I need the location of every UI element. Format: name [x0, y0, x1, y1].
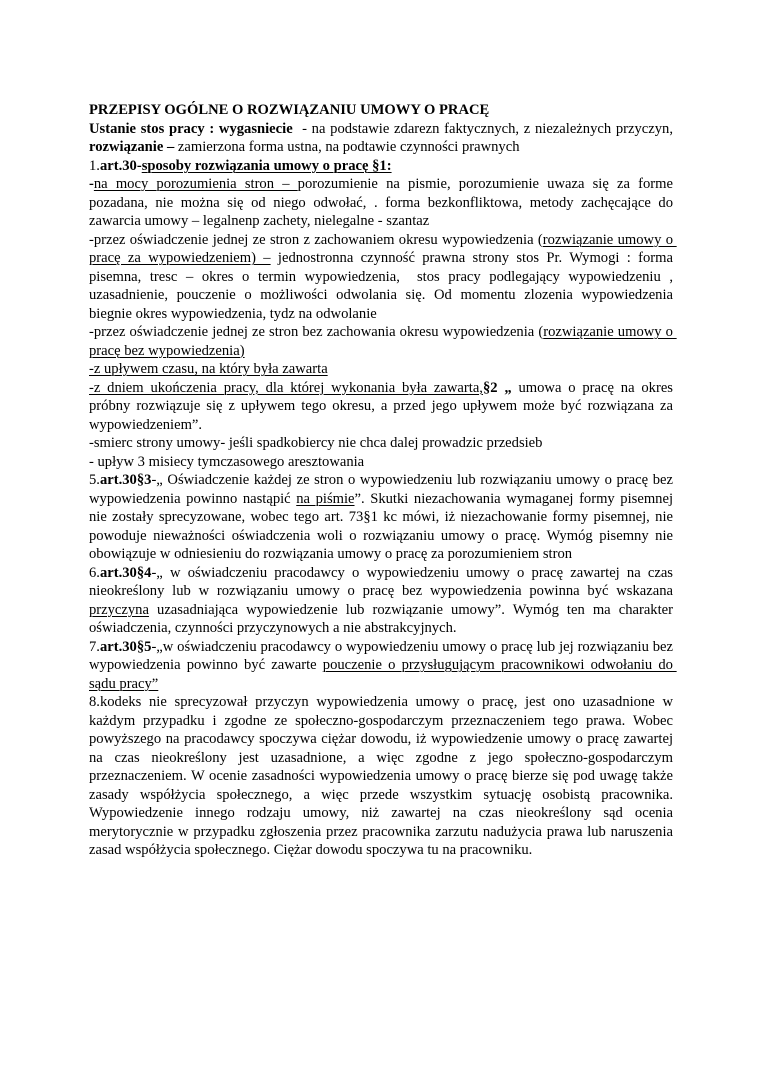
time-expiry-term: -z upływem czasu, na który była zawarta — [89, 361, 328, 377]
mutual-agreement-term: na mocy porozumienia stron – — [93, 176, 298, 192]
art30-3-text-1: -„ Oświadczenie każdej ze stron o wypowiedzeniu lub rozwiązaniu umowy o pracę bez wypowiedzenia powinno nastąpić — [89, 472, 677, 507]
document-title — [89, 101, 673, 120]
art30-3-label: art.30§3 — [99, 472, 152, 488]
mutual-agreement-paragraph — [89, 175, 677, 231]
death-paragraph: -smierc strony umowy- jeśli spadkobiercy nie chca dalej prowadzic przedsieb — [89, 435, 543, 451]
art30-5-text: -„w oświadczeniu pracodawcy o wypowiedzeniu umowy o pracę lub jej rozwiązaniu bez wypowiedzenia powinno być zawarte — [89, 638, 677, 673]
intro-text-2: zamierzona forma ustna, na podtawie czynności prawnych — [174, 139, 520, 155]
work-completion-text: umowa o pracę na okres próbny rozwiązuje się z upływem tego okresu, a przed jego upływem może być rozwiązana za wypowiedzeniem”. — [89, 379, 677, 433]
art30-3-text-2: ”. Skutki niezachowania wymaganej formy pisemnej nie zostały sprecyzowane, wobec tego art. 73§1 kc mówi, iż niezachowanie formy pisemnej, nie powoduje nieważności oświadczenia woli o rozwiązaniu umowy o pracę. Wymóg pisemny nie obowiązuje w odniesieniu do rozwiązania umowy o pracę za porozumieniem stron — [89, 490, 677, 562]
title-text: PRZEPISY OGÓLNE O ROZWIĄZANIU UMOWY O PRACĘ — [89, 102, 490, 118]
art30-3-written-form: na piśmie — [296, 490, 355, 507]
no-notice-text: -przez oświadczenie jednej ze stron bez zachowania okresu wypowiedzenia ( — [89, 324, 544, 340]
detention-paragraph: - upływ 3 misiecy tymczasowego aresztowania — [89, 453, 365, 470]
art30-4-text-2: uzasadniająca wypowiedzenie lub rozwiązanie umowy”. Wymóg ten ma charakter oświadczenia, czynności przyczynowych a nie abstrakcyjnych. — [89, 601, 677, 636]
art30-3-number: 5. — [89, 472, 100, 488]
art30-4-text-1: -„ w oświadczeniu pracodawcy o wypowiedzeniu umowy o pracę zawartej na czas nieokreślony lub w rozwiązaniu umowy o pracę bez wypowiedzenia powinna być wskazana — [89, 564, 677, 599]
no-notice-term: rozwiązanie umowy o pracę bez wypowiedzenia) — [89, 324, 677, 359]
intro-term-termination: rozwiązanie – — [89, 139, 175, 155]
art30-4-number: 6. — [89, 564, 100, 581]
art30-4-label: art.30§4 — [99, 564, 152, 581]
art30-title: sposoby rozwiązania umowy o pracę §1: — [141, 157, 392, 174]
art30-5-label: art.30§5 — [99, 638, 152, 655]
notice-termination-text-2: jednostronna czynność prawna strony stos Pr. Wymogi : forma pisemna, tresc – okres o termin wypowiedzenia, stos pracy podlegający wypowiedzeniu , uzasadnienie, pouczenie o możliwości odwolania się. Od momentu zlozenia wypowiedzenia biegnie okres wypowiedzenia, tydz na odwolanie — [89, 250, 681, 322]
art30-4-paragraph — [89, 564, 677, 638]
notice-termination-term: rozwiązanie umowy o pracę za wypowiedzeniem) – — [89, 231, 677, 266]
art30-5-paragraph — [89, 638, 677, 694]
art30-heading — [89, 157, 673, 176]
art30-label: art.30- — [99, 157, 142, 174]
notice-termination-paragraph — [89, 231, 681, 324]
art30-4-cause: przyczyna — [89, 601, 149, 618]
no-notice-termination-paragraph — [89, 323, 677, 360]
intro-term-expiry: Ustanie stos pracy : wygasniecie — [89, 120, 293, 137]
intro-paragraph — [89, 120, 677, 157]
document-body — [89, 101, 681, 860]
point-8-paragraph: 8.kodeks nie sprecyzował przyczyn wypowiedzenia umowy o pracę, jest ono uzasadnione w każdym przypadku i zgodne ze społeczno-gospodarczym przeznaczeniem tego prawa. Wobec powyższego na pracodawcy spoczywa ciężar dowodu, iż wypowiedzenie umowy o pracę zawartej na czas nieokreślony jest uzasadnione, a więc zgodne z jego społeczno-gospodarczym przeznaczeniem. W ocenie zasadności wypowiedzenia umowy o pracę bierze się pod uwagę także zasady współżycia społecznego, a więc przede wszystkim sytuację osobistą pracownika. Wypowiedzenie innego rodzaju umowy, niż zawartej na czas nieokreślony sąd ocenia merytorycznie w przypadku zgłoszenia przez pracownika zarzutu nadużycia prawa lub naruszenia zasad współżycia społecznego. Ciężar dowodu spoczywa tu na pracowniku. — [89, 694, 673, 858]
notice-termination-text-1: -przez oświadczenie jednej ze stron z zachowaniem okresu wypowiedzenia ( — [89, 231, 543, 248]
work-completion-term: -z dniem ukończenia pracy, dla której wykonania była zawarta, — [89, 379, 483, 396]
time-expiry-paragraph — [89, 360, 673, 379]
art30-5-number: 7. — [89, 638, 100, 655]
section-2-label: §2 „ — [482, 379, 512, 396]
art30-number: 1. — [89, 157, 100, 174]
art30-3-paragraph — [89, 471, 677, 564]
mutual-agreement-text: porozumienie na pismie, porozumienie uwaza się za forme pozadana, nie można się od niego odwołać, . forma bezkonfliktowa, metody zachęcające do zawarcia umowy – legalnenp zachety, nielegalne - szantaz — [89, 176, 677, 229]
art30-5-instruction: pouczenie o przysługującym pracownikowi odwołaniu do sądu pracy” — [89, 657, 677, 692]
intro-text-1: - na podstawie zdarezn faktycznych, z niezależnych przyczyn, — [292, 120, 677, 137]
dash-marker: - — [89, 176, 94, 192]
work-completion-paragraph — [89, 379, 677, 435]
